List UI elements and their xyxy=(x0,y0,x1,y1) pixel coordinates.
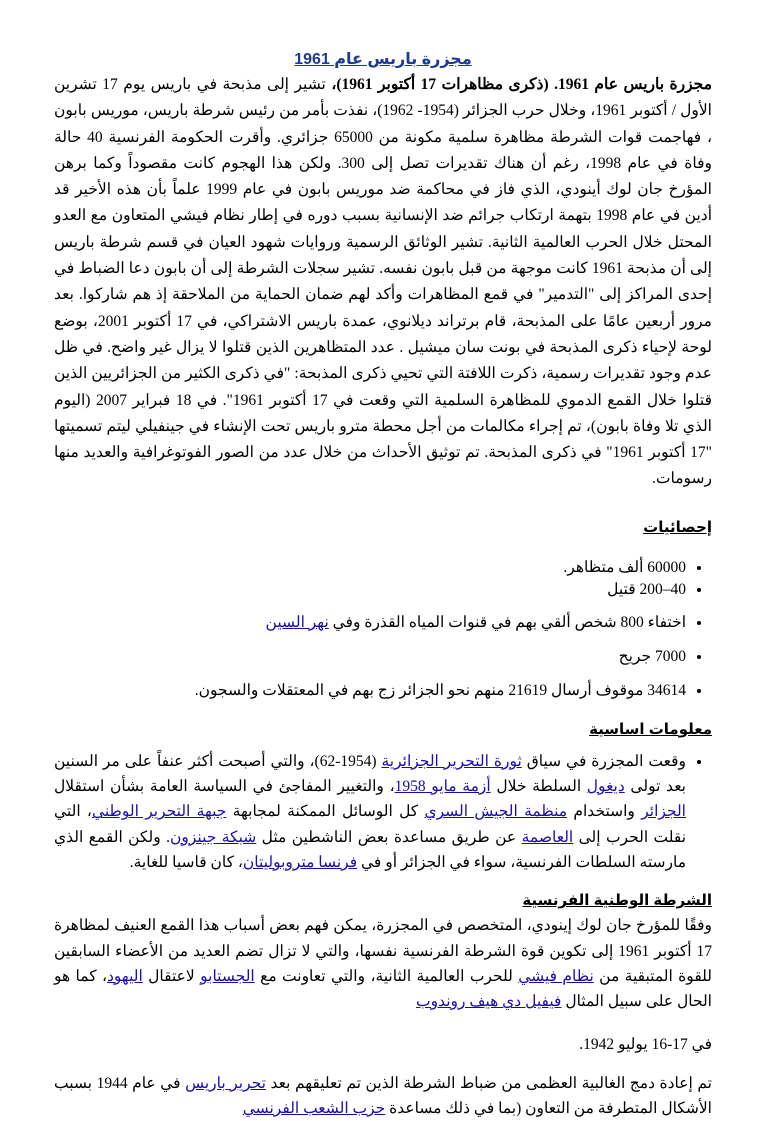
page-title: مجزرة باريس عام 1961 xyxy=(294,51,472,68)
link-gestapo[interactable]: الجستابو xyxy=(200,967,255,985)
list-item: • 34614 موقوف أرسال 21619 منهم نحو الجزائر زج بهم في المعتقلات والسجون. xyxy=(54,680,686,702)
link-vichy-regime[interactable]: نظام فيشي xyxy=(518,967,594,985)
stats-heading: إحصائيات xyxy=(643,518,712,536)
link-liberation-of-paris[interactable]: تحرير باريس xyxy=(185,1074,266,1092)
link-capital[interactable]: العاصمة xyxy=(521,828,574,846)
link-jews[interactable]: اليهود xyxy=(107,967,143,985)
link-french-popular-party[interactable]: حزب الشعب الفرنسي xyxy=(242,1100,386,1118)
stats-list xyxy=(54,557,712,702)
police-paragraph: وفقًا للمؤرخ جان لوك إينودي، المتخصص في المجزرة، يمكن فهم بعض أسباب هذا القمع العنيف لمظاهرة 17 أكتوبر 1961 إلى تكوين قوة الشرطة الفرنسية نفسها، والتي لا تزال تضم العديد من الأعضاء السابقين للقوة المتبقية من نظام فيشي للحرب العالمية الثانية، والتي تعاونت مع الجستابو لاعتقال اليهود، كما هو الحال على سبيل المثال فيفيل دي هيف روندوب xyxy=(54,917,713,1011)
basic-info-heading: معلومات اساسية xyxy=(589,720,712,738)
intro-paragraph xyxy=(54,72,712,493)
link-metropolitan-france[interactable]: فرنسا متروبوليتان xyxy=(242,853,358,871)
final-paragraph: تم إعادة دمج الغالبية العظمى من ضباط الشرطة الذين تم تعليقهم بعد تحرير باريس في عام 1944 بسبب الأشكال المتطرفة من التعاون (بما في ذلك مساعدة حزب الشعب الفرنسي xyxy=(54,1074,712,1118)
police-heading: الشرطة الوطنية الفرنسية xyxy=(522,892,712,910)
link-jeanson-network[interactable]: شبكة جينزون xyxy=(169,828,257,846)
list-item: • 7000 جريح xyxy=(54,646,686,668)
link-fln[interactable]: جبهة التحرير الوطني xyxy=(91,803,227,821)
list-item: • 40–200 قتيل xyxy=(54,579,686,601)
link-vel-dhiv-roundup[interactable]: فيفيل دي هيف روندوب xyxy=(416,993,562,1011)
list-item: • 60000 ألف متظاهر. xyxy=(54,557,686,579)
intro-bold-lead: مجزرة باريس عام 1961. (ذكرى مظاهرات 17 أكتوبر 1961)، xyxy=(331,76,712,93)
link-oas[interactable]: منظمة الجيش السري xyxy=(424,803,568,821)
intro-text: تشير إلى مذبحة في باريس يوم 17 تشرين الأول / أكتوبر 1961، وخلال حرب الجزائر (1954- 1962)، نفذت بأمر من رئيس شرطة باريس، موريس بابون ، فهاجمت قوات الشرطة مظاهرة سلمية مكونة من 65000 جزائري. وأقرت الحكومة الفرنسية 40 حالة وفاة في عام 1998، رغم أن هناك تقديرات تصل إلى 300. ولكن هذا الهجوم كانت مقصوداً وكما برهن المؤرخ جان لوك أينودي، الذي فاز في محاكمة ضد موريس بابون في عام 1999 علماً بأن هذه الأخير قد أدين في عام 1998 بتهمة ارتكاب جرائم ضد الإنسانية بسبب دوره في إطار نظام فيشي المتعاون مع العدو المحتل خلال الحرب العالمية الثانية. تشير الوثائق الرسمية وروايات شهود العيان في قسم شرطة باريس إلى أن مذبحة 1961 كانت موجهة من قبل بابون نفسه. تشير سجلات الشرطة إلى أن بابون دعا الضباط في إحدى المراكز إلى "التدمير" في قمع المظاهرات وأكد لهم ضمان الحماية من الملاحقة إذ هم شاركوا. بعد مرور أربعين عامًا على المذبحة، قام برتراند ديلانوي، عمدة باريس الاشتراكي، في 17 أكتوبر 2001، بوضع لوحة لإحياء ذكرى المذبحة في بونت سان ميشيل . عدد المتظاهرين الذين قتلوا لا يزال غير واضح. في ظل عدم وجود تقديرات رسمية، ذكرت اللافتة التي تحيي ذكرى المذبحة: "في ذكرى الكثير من الجزائريين الذين قتلوا خلال القمع الدموي للمظاهرة السلمية التي وقعت في 17 أكتوبر 1961". في 18 فبراير 2007 (اليوم الذي تلا وفاة بابون)، تم إجراء مكالمات من أجل محطة مترو باريس تحت الإنشاء في جينفيلي ليتم تسميتها "17 أكتوبر 1961" في ذكرى المذبحة. تم توثيق الأحداث من خلال عدد من الصور الفوتوغرافية والعديد منها رسومات. xyxy=(54,76,713,488)
basic-info-list xyxy=(54,749,712,875)
link-algerian-revolution[interactable]: ثورة التحرير الجزائرية xyxy=(381,752,522,770)
link-de-gaulle[interactable]: ديغول xyxy=(586,778,625,796)
link-seine-river[interactable]: نهر السين xyxy=(265,613,329,631)
list-item: • اختفاء 800 شخص ألقي بهم في قنوات المياه القذرة وفي نهر السين xyxy=(54,612,686,634)
link-algeria[interactable]: الجزائر xyxy=(641,803,686,821)
list-item: • وقعت المجزرة في سياق ثورة التحرير الجزائرية (1954-62)، والتي أصبحت أكثر عنفاً على مر السنين بعد تولى ديغول السلطة خلال أزمة مايو 1958، والتغيير المفاجئ في السياسة العامة بشأن استقلال الجزائر واستخدام منظمة الجيش السري كل الوسائل الممكنة لمجابهة جبهة التحرير الوطني، التي نقلت الحرب إلى العاصمة عن طريق مساعدة بعض الناشطين مثل شبكة جينزون. ولكن القمع الذي مارسته السلطات الفرنسية، سواء في الجزائر أو في فرنسا متروبوليتان، كان قاسيا للغاية. xyxy=(54,749,686,875)
date-line: في 17-16 يوليو 1942. xyxy=(579,1036,712,1054)
link-may-1958-crisis[interactable]: أزمة مايو 1958 xyxy=(394,778,491,796)
